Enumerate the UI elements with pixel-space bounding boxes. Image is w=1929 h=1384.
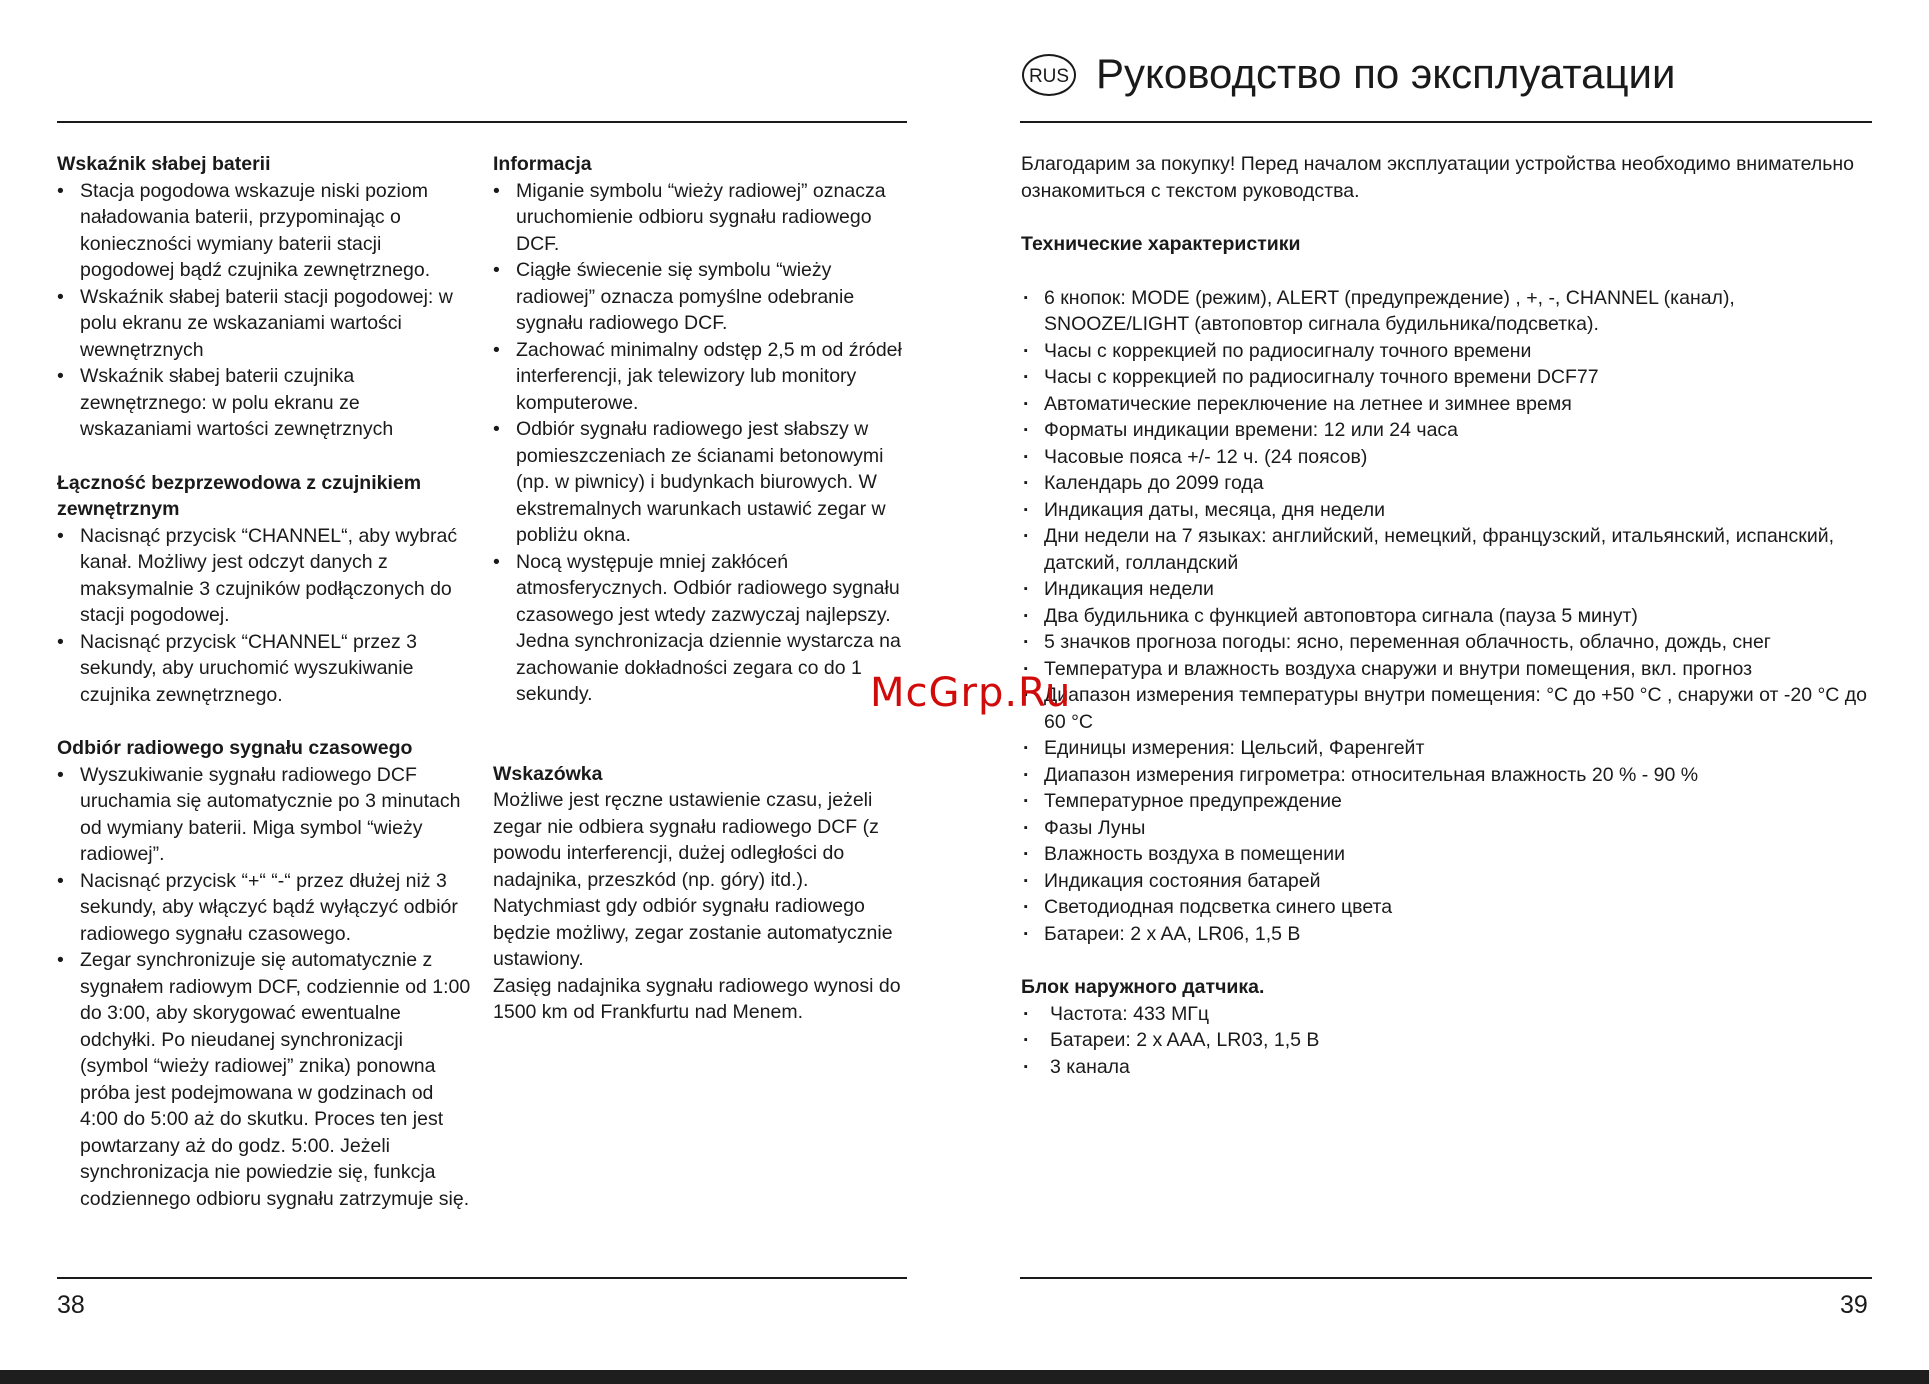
section-radio-signal	[57, 735, 471, 1212]
list-item: · Частота: 433 МГц	[1021, 1001, 1871, 1028]
page-number-right: 39	[1840, 1291, 1868, 1319]
page-number-left: 38	[57, 1291, 85, 1319]
section-heading: Łączność bezprzewodowa z czujnikiem zewnętrznym	[57, 471, 422, 520]
section-low-battery	[57, 151, 471, 443]
specs-list	[1021, 285, 1871, 948]
paragraph: Zasięg nadajnika sygnału radiowego wynosi do 1500 km od Frankfurtu nad Menem.	[493, 974, 901, 1023]
section-heading: Wskaźnik słabej baterii	[57, 153, 271, 175]
list-item: • Nacisnąć przycisk “CHANNEL“, aby wybrać kanał. Możliwy jest odczyt danych z maksymalnie 3 czujników podłączonych do stacji pogodowej.	[57, 523, 471, 629]
list-item: • Ciągłe świecenie się symbolu “wieży radiowej” oznacza pomyślne odebranie sygnału radiowego DCF.	[493, 257, 909, 337]
list-item: • Zachować minimalny odstęp 2,5 m od źródeł interferencji, jak telewizory lub monitory komputerowe.	[493, 337, 909, 417]
list-item: • Nacisnąć przycisk “+“ “-“ przez dłużej niż 3 sekundy, aby włączyć bądź wyłączyć odbiór radiowego sygnału czasowego.	[57, 868, 471, 948]
list-item: · Часовые пояса +/- 12 ч. (24 поясов)	[1021, 444, 1871, 471]
list-item: · Два будильника с функцией автоповтора сигнала (пауза 5 минут)	[1021, 603, 1871, 630]
list-item: · Индикация недели	[1021, 576, 1871, 603]
section-heading: Технические характеристики	[1021, 233, 1301, 255]
list-item: · Влажность воздуха в помещении	[1021, 841, 1871, 868]
list-item: • Stacja pogodowa wskazuje niski poziom naładowania baterii, przypominając o konieczności wymiany baterii stacji pogodowej bądź czujnika zewnętrznego.	[57, 178, 471, 284]
list-item: • Odbiór sygnału radiowego jest słabszy w pomieszczeniach ze ścianami betonowymi (np. w piwnicy) i budynkach biurowych. W ekstremalnych warunkach ustawić zegar w pobliżu okna.	[493, 416, 909, 549]
list-item: · Диапазон измерения гигрометра: относительная влажность 20 % - 90 %	[1021, 762, 1871, 789]
left-column-2	[493, 151, 909, 1053]
list-item: · Единицы измерения: Цельсий, Фаренгейт	[1021, 735, 1871, 762]
bottom-rule-left	[57, 1277, 907, 1279]
bottom-rule-right	[1020, 1277, 1872, 1279]
paragraph: Możliwe jest ręczne ustawienie czasu, jeżeli zegar nie odbiera sygnału radiowego DCF (z powodu interferencji, dużej odległości do nadajnika, przeszkód (np. góry) itd.). Natychmiast gdy odbiór sygnału radiowego będzie możliwy, zegar zostanie automatycznie ustawiony.	[493, 789, 893, 970]
list-item: · Индикация состояния батарей	[1021, 868, 1871, 895]
list-item: · Дни недели на 7 языках: английский, немецкий, французский, итальянский, испанский, датский, голландский	[1021, 523, 1871, 576]
list-item: · Фазы Луны	[1021, 815, 1871, 842]
bottom-bar	[0, 1370, 1929, 1384]
section-heading: Wskazówka	[493, 762, 603, 785]
list-item: • Nacisnąć przycisk “CHANNEL“ przez 3 sekundy, aby uruchomić wyszukiwanie czujnika zewnętrznego.	[57, 629, 471, 709]
list-item: · Календарь до 2099 года	[1021, 470, 1871, 497]
list-item: · Часы с коррекцией по радиосигналу точного времени DCF77	[1021, 364, 1871, 391]
list-item: · Температура и влажность воздуха снаружи и внутри помещения, вкл. прогноз	[1021, 656, 1871, 683]
top-rule-right	[1020, 121, 1872, 123]
left-column-1	[57, 151, 471, 1239]
section-heading: Odbiór radiowego sygnału czasowego	[57, 737, 413, 759]
list-item: • Zegar synchronizuje się automatycznie z sygnałem radiowym DCF, codziennie od 1:00 do 3:00, aby skorygować ewentualne odchyłki. Po nieudanej synchronizacji (symbol “wieży radiowej” znika) ponowna próba jest podejmowana w godzinach od 4:00 do 5:00 aż do skutku. Proces ten jest powtarzany aż do godz. 5:00. Jeżeli synchronizacja nie powiedzie się, funkcja codziennego odbioru sygnału zatrzymuje się.	[57, 947, 471, 1212]
intro-paragraph: Благодарим за покупку! Перед началом эксплуатации устройства необходимо внимательно ознакомиться с текстом руководства.	[1021, 153, 1854, 202]
section-hint	[493, 761, 909, 1026]
list-item: · Батареи: 2 x AAA, LR03, 1,5 В	[1021, 1027, 1871, 1054]
list-item: · Автоматические переключение на летнее и зимнее время	[1021, 391, 1871, 418]
list-item: · 3 канала	[1021, 1054, 1871, 1081]
section-heading: Informacja	[493, 153, 592, 175]
list-item: • Miganie symbolu “wieży radiowej” oznacza uruchomienie odbioru sygnału radiowego DCF.	[493, 178, 909, 258]
list-item: · Светодиодная подсветка синего цвета	[1021, 894, 1871, 921]
list-item: • Wskaźnik słabej baterii stacji pogodowej: w polu ekranu ze wskazaniami wartości wewnętrznych	[57, 284, 471, 364]
list-item: · 6 кнопок: MODE (режим), ALERT (предупреждение) , +, -, CHANNEL (канал), SNOOZE/LIGHT (автоповтор сигнала будильника/подсветка).	[1021, 285, 1871, 338]
page-title: Руководство по эксплуатации	[1096, 50, 1676, 97]
language-badge: RUS	[1022, 54, 1076, 96]
list-item: • Wskaźnik słabej baterii czujnika zewnętrznego: w polu ekranu ze wskazaniami wartości zewnętrznych	[57, 363, 471, 443]
section-wireless	[57, 470, 471, 709]
list-item: · 5 значков прогноза погоды: ясно, переменная облачность, облачно, дождь, снег	[1021, 629, 1871, 656]
top-rule-left	[57, 121, 907, 123]
watermark: McGrp.Ru	[870, 670, 1072, 716]
section-heading: Блок наружного датчика.	[1021, 976, 1265, 998]
list-item: · Индикация даты, месяца, дня недели	[1021, 497, 1871, 524]
list-item: · Температурное предупреждение	[1021, 788, 1871, 815]
section-information	[493, 151, 909, 708]
list-item: · Диапазон измерения температуры внутри помещения: °C до +50 °C , снаружи от -20 °C до 60 °C	[1021, 682, 1871, 735]
list-item: · Форматы индикации времени: 12 или 24 часа	[1021, 417, 1871, 444]
list-item: • Wyszukiwanie sygnału radiowego DCF uruchamia się automatycznie po 3 minutach od wymiany baterii. Miga symbol “wieży radiowej”.	[57, 762, 471, 868]
list-item: · Часы с коррекцией по радиосигналу точного времени	[1021, 338, 1871, 365]
sensor-list	[1021, 1001, 1871, 1081]
list-item: · Батареи: 2 x AA, LR06, 1,5 В	[1021, 921, 1871, 948]
right-column	[1021, 151, 1871, 1080]
list-item: • Nocą występuje mniej zakłóceń atmosferycznych. Odbiór radiowego sygnału czasowego jest wtedy zazwyczaj najlepszy. Jedna synchronizacja dziennie wystarcza na zachowanie dokładności zegara co do 1 sekundy.	[493, 549, 909, 708]
